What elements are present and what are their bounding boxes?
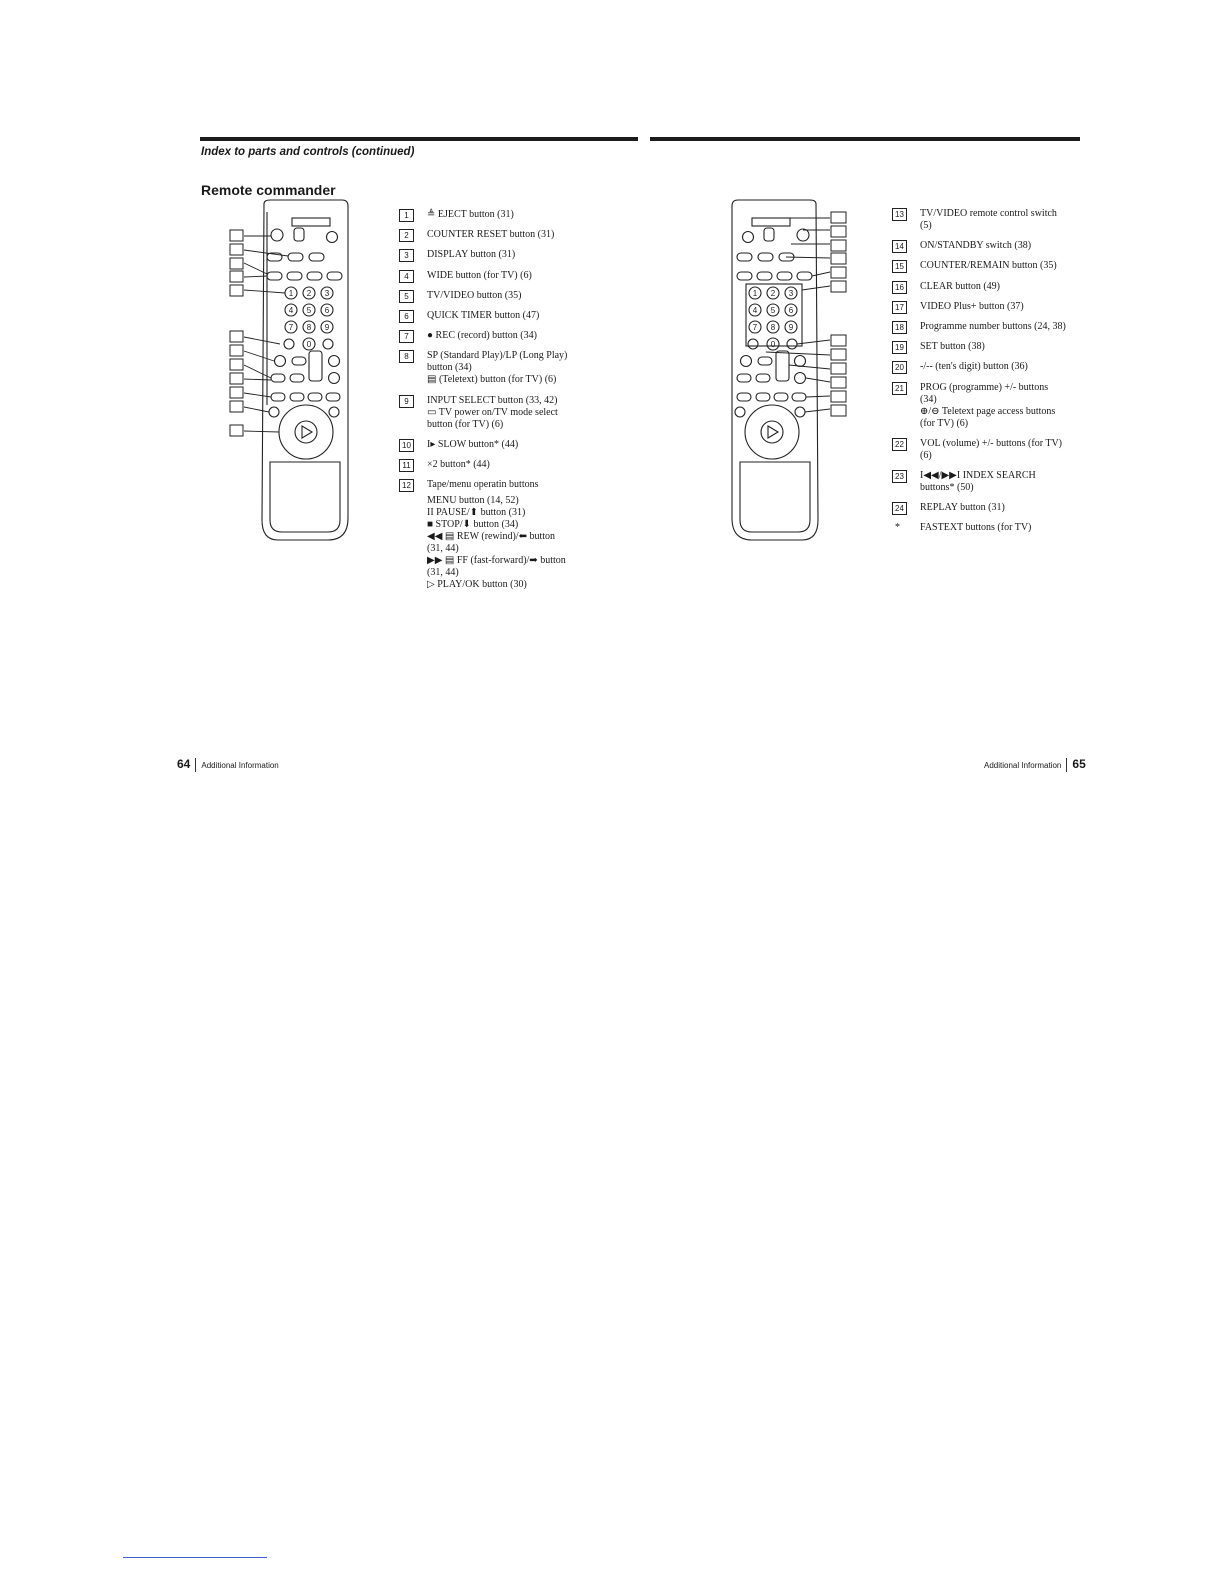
item-number-badge: 21 bbox=[892, 382, 907, 395]
list-item bbox=[892, 470, 1087, 494]
header-rule-left bbox=[200, 137, 638, 141]
svg-text:6: 6 bbox=[788, 306, 794, 315]
svg-text:2: 2 bbox=[770, 289, 776, 298]
list-item bbox=[399, 395, 614, 431]
svg-text:4: 4 bbox=[288, 306, 294, 315]
item-number-badge: 15 bbox=[892, 260, 907, 273]
item-number-badge: 19 bbox=[892, 341, 907, 354]
item-number-badge: 23 bbox=[892, 470, 907, 483]
item-text: DISPLAY button (31) bbox=[427, 249, 516, 261]
list-item bbox=[399, 229, 614, 241]
item-number-badge: 13 bbox=[892, 208, 907, 221]
item-sub-text: ■ STOP/⬇ button (34) bbox=[427, 519, 519, 531]
svg-text:3: 3 bbox=[788, 289, 794, 298]
list-item bbox=[892, 321, 1087, 333]
item-text: QUICK TIMER button (47) bbox=[427, 309, 540, 321]
item-text: I◀◀/▶▶I INDEX SEARCH bbox=[920, 469, 1036, 481]
item-number-badge: 3 bbox=[399, 249, 414, 262]
svg-text:8: 8 bbox=[770, 323, 776, 332]
item-text: buttons* (50) bbox=[920, 481, 974, 493]
item-sub-text: (31, 44) bbox=[427, 567, 459, 579]
svg-text:9: 9 bbox=[324, 323, 330, 332]
item-number-badge: 11 bbox=[399, 459, 414, 472]
header-rule-right bbox=[650, 137, 1080, 141]
item-text: PROG (programme) +/- buttons bbox=[920, 381, 1049, 393]
item-text: ▤ (Teletext) button (for TV) (6) bbox=[427, 374, 557, 386]
item-text: SP (Standard Play)/LP (Long Play) bbox=[427, 350, 568, 362]
item-sub-text: II PAUSE/⬆ button (31) bbox=[427, 507, 526, 519]
item-text: (34) bbox=[920, 393, 937, 405]
list-item bbox=[892, 438, 1087, 462]
item-sub-text: ▷ PLAY/OK button (30) bbox=[427, 579, 527, 591]
section-title: Index to parts and controls (continued) bbox=[201, 146, 415, 158]
remote-illustration-left bbox=[224, 200, 354, 545]
svg-text:9: 9 bbox=[788, 323, 794, 332]
item-number-badge: 9 bbox=[399, 395, 414, 408]
item-text: ON/STANDBY switch (38) bbox=[920, 240, 1032, 252]
list-item bbox=[892, 382, 1087, 430]
svg-text:6: 6 bbox=[324, 306, 330, 315]
item-number-badge: 17 bbox=[892, 301, 907, 314]
list-item bbox=[399, 270, 614, 282]
item-number-badge: 10 bbox=[399, 439, 414, 452]
list-item bbox=[399, 350, 614, 386]
list-item bbox=[399, 330, 614, 342]
item-text: Tape/menu operatin buttons bbox=[427, 479, 539, 491]
item-text: button (34) bbox=[427, 362, 472, 374]
item-number-badge: 18 bbox=[892, 321, 907, 334]
item-number-badge: 4 bbox=[399, 270, 414, 283]
svg-text:5: 5 bbox=[770, 306, 776, 315]
svg-text:1: 1 bbox=[752, 289, 758, 298]
item-text: COUNTER RESET button (31) bbox=[427, 229, 555, 241]
item-text: Programme number buttons (24, 38) bbox=[920, 320, 1066, 332]
footer-separator bbox=[1066, 758, 1067, 772]
footer-label: Additional Information bbox=[984, 761, 1062, 770]
svg-text:1: 1 bbox=[288, 289, 294, 298]
list-item bbox=[399, 310, 614, 322]
list-item bbox=[399, 439, 614, 451]
item-text: CLEAR button (49) bbox=[920, 280, 1000, 292]
item-number-badge: 24 bbox=[892, 502, 907, 515]
item-sub-text: ▶▶ ▤ FF (fast-forward)/➡ button bbox=[427, 555, 566, 567]
item-number-badge: 2 bbox=[399, 229, 414, 242]
item-text: I▸ SLOW button* (44) bbox=[427, 438, 519, 450]
item-text: (5) bbox=[920, 220, 932, 231]
item-text: ▭ TV power on/TV mode select bbox=[427, 406, 558, 418]
svg-text:0: 0 bbox=[306, 340, 312, 349]
list-item bbox=[399, 290, 614, 302]
item-number-badge: 6 bbox=[399, 310, 414, 323]
svg-text:4: 4 bbox=[752, 306, 758, 315]
item-number-badge: 5 bbox=[399, 290, 414, 303]
list-item bbox=[892, 502, 1087, 514]
page-number: 65 bbox=[1072, 757, 1086, 771]
item-number-badge: 16 bbox=[892, 281, 907, 294]
list-item bbox=[892, 361, 1087, 373]
item-text: ×2 button* (44) bbox=[427, 458, 490, 470]
bottom-rule bbox=[123, 1557, 267, 1558]
item-sub-text: MENU button (14, 52) bbox=[427, 495, 519, 507]
item-sub-list bbox=[427, 495, 614, 591]
list-item bbox=[892, 281, 1087, 293]
footer-separator bbox=[195, 758, 196, 772]
page-subtitle: Remote commander bbox=[201, 182, 336, 198]
item-text: ● REC (record) button (34) bbox=[427, 330, 537, 342]
footer-label: Additional Information bbox=[201, 761, 279, 770]
svg-text:7: 7 bbox=[752, 323, 758, 332]
svg-text:3: 3 bbox=[324, 289, 330, 298]
svg-text:7: 7 bbox=[288, 323, 294, 332]
item-text: WIDE button (for TV) (6) bbox=[427, 269, 532, 281]
item-text: VOL (volume) +/- buttons (for TV) bbox=[920, 437, 1063, 449]
item-text: ≜ EJECT button (31) bbox=[427, 209, 514, 220]
list-item bbox=[399, 459, 614, 471]
item-number-badge: 12 bbox=[399, 479, 414, 492]
svg-text:8: 8 bbox=[306, 323, 312, 332]
list-item bbox=[892, 522, 1087, 534]
list-item bbox=[399, 479, 614, 591]
item-text: VIDEO Plus+ button (37) bbox=[920, 300, 1024, 312]
item-number-badge: 1 bbox=[399, 209, 414, 222]
svg-text:5: 5 bbox=[306, 306, 312, 315]
item-text: (for TV) (6) bbox=[920, 417, 969, 429]
page-number: 64 bbox=[177, 757, 191, 771]
item-number-badge: 20 bbox=[892, 361, 907, 374]
item-text: COUNTER/REMAIN button (35) bbox=[920, 260, 1057, 272]
item-number-badge: 22 bbox=[892, 438, 907, 451]
item-number-badge: 7 bbox=[399, 330, 414, 343]
list-item bbox=[892, 240, 1087, 252]
item-number-badge: 14 bbox=[892, 240, 907, 253]
item-text: button (for TV) (6) bbox=[427, 418, 504, 430]
item-text: TV/VIDEO remote control switch bbox=[920, 208, 1057, 219]
footer-right bbox=[984, 757, 1086, 772]
parts-index-list-left bbox=[399, 209, 614, 599]
item-sub-text: ◀◀ ▤ REW (rewind)/⬅ button bbox=[427, 531, 556, 543]
svg-text:0: 0 bbox=[770, 340, 776, 349]
item-text: -/-- (ten's digit) button (36) bbox=[920, 361, 1028, 373]
item-text: REPLAY button (31) bbox=[920, 502, 1005, 514]
list-item bbox=[892, 341, 1087, 353]
item-sub-text: (31, 44) bbox=[427, 543, 459, 555]
remote-illustration-right bbox=[726, 200, 856, 545]
item-text: INPUT SELECT button (33, 42) bbox=[427, 394, 558, 406]
svg-text:2: 2 bbox=[306, 289, 312, 298]
list-item bbox=[892, 260, 1087, 272]
item-text: TV/VIDEO button (35) bbox=[427, 289, 522, 301]
item-text: (6) bbox=[920, 449, 932, 461]
item-text: ⊕/⊖ Teletext page access buttons bbox=[920, 405, 1056, 417]
list-item bbox=[399, 209, 614, 221]
item-text: FASTEXT buttons (for TV) bbox=[920, 522, 1032, 534]
list-item bbox=[892, 208, 1087, 232]
item-text: SET button (38) bbox=[920, 341, 985, 353]
footer-left bbox=[177, 757, 279, 772]
item-number-badge: 8 bbox=[399, 350, 414, 363]
list-item bbox=[892, 301, 1087, 313]
parts-index-list-right bbox=[892, 208, 1087, 542]
list-item bbox=[399, 249, 614, 261]
footnote-marker: * bbox=[895, 522, 900, 534]
